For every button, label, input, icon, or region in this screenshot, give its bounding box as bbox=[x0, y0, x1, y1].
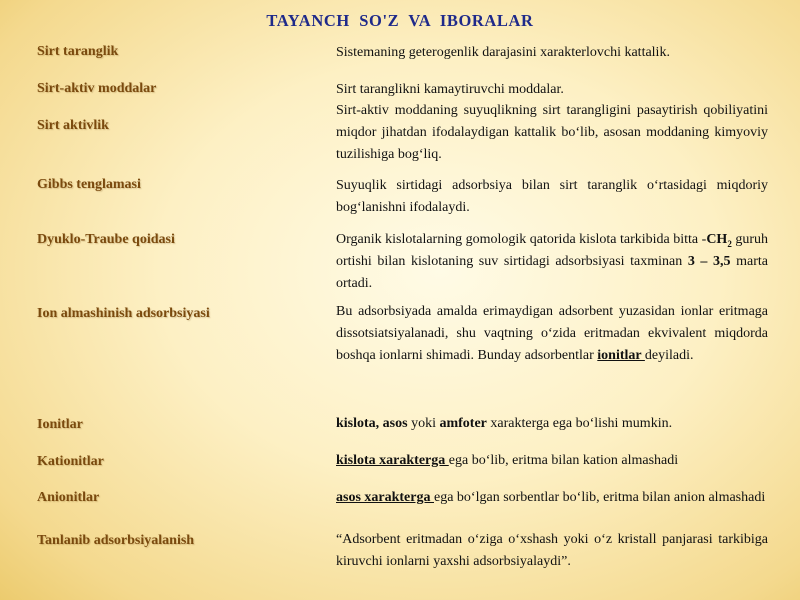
def-dyuklo-traube bbox=[336, 229, 768, 295]
term-tanlanib-adsorbsiyalanish: Tanlanib adsorbsiyalanish bbox=[37, 533, 195, 548]
def-ion-almashinish bbox=[336, 301, 768, 367]
formula-ch: CH bbox=[706, 232, 728, 247]
page-title: TAYANCH SO'Z VA IBORALAR bbox=[266, 11, 534, 30]
term-sirt-aktiv-moddalar: Sirt-aktiv moddalar bbox=[37, 81, 157, 96]
def-text: guruh ortishi bilan kislotaning suv sirtidagi adsorbsiyasi taxminan bbox=[336, 232, 768, 269]
term-anionitlar: Anionitlar bbox=[37, 490, 100, 505]
def-sirt-aktiv-moddalar: Sirt taranglikni kamaytiruvchi moddalar. bbox=[336, 82, 564, 97]
asos-xarakterga-bold: asos xarakterga bbox=[336, 490, 434, 505]
def-kationitlar bbox=[336, 450, 768, 472]
def-tanlanib-adsorbsiyalanish: “Adsorbent eritmadan o‘ziga o‘xshash yoki o‘z kristall panjarasi tarkibiga kiruvchi ionlarni yaxshi adsorbsiyalaydi”. bbox=[336, 532, 768, 569]
def-sirt-taranglik: Sistemaning geterogenlik darajasini xarakterlovchi kattalik. bbox=[336, 45, 670, 60]
ionitlar-highlight: ionitlar bbox=[597, 348, 645, 363]
kislota-asos-bold: kislota, asos bbox=[336, 416, 408, 431]
def-text: ega bo‘lgan sorbentlar bo‘lib, eritma bilan anion almashadi bbox=[434, 490, 766, 505]
def-text: xarakterga ega bo‘lishi mumkin. bbox=[486, 416, 673, 431]
def-text: deyiladi. bbox=[644, 348, 694, 363]
def-text: marta ortadi. bbox=[336, 254, 768, 291]
amfoter-bold: amfoter bbox=[439, 416, 487, 431]
def-text: Organik kislotalarning gomologik qatorida kislota tarkibida bitta - bbox=[336, 232, 707, 247]
def-sirt-aktivlik: Sirt-aktiv moddaning suyuqlikning sirt tarangligini pasaytirish qobiliyatini miqdor jihatdan ifodalaydigan kattalik bo‘lib, asosan moddaning kimyoviy tuzilishiga bog‘liq. bbox=[336, 103, 768, 162]
term-sirt-aktivlik: Sirt aktivlik bbox=[37, 118, 109, 133]
def-text: yoki bbox=[407, 416, 440, 431]
term-sirt-taranglik: Sirt taranglik bbox=[37, 44, 119, 59]
term-ionitlar: Ionitlar bbox=[37, 417, 83, 432]
def-text: ega bo‘lib, eritma bilan kation almashadi bbox=[448, 453, 679, 468]
term-gibbs-tenglamasi: Gibbs tenglamasi bbox=[37, 177, 141, 192]
def-gibbs-tenglamasi: Suyuqlik sirtidagi adsorbsiya bilan sirt taranglik o‘rtasidagi miqdoriy bog‘lanishni ifodalaydi. bbox=[336, 178, 768, 215]
ratio-value: 3 – 3,5 bbox=[687, 254, 731, 269]
term-dyuklo-traube: Dyuklo-Traube qoidasi bbox=[37, 232, 175, 247]
def-anionitlar bbox=[336, 487, 768, 509]
kislota-xarakterga-bold: kislota xarakterga bbox=[336, 453, 449, 468]
def-ionitlar bbox=[336, 413, 768, 435]
term-kationitlar: Kationitlar bbox=[37, 454, 104, 469]
term-ion-almashinish: Ion almashinish adsorbsiyasi bbox=[37, 306, 210, 321]
formula-subscript: 2 bbox=[727, 238, 732, 249]
def-text: Bu adsorbsiyada amalda erimaydigan adsorbent yuzasidan ionlar eritmaga dissotsiatsiyalanadi, shu vaqtning o‘zida eritmadan ekvivalent miqdorda boshqa ionlarni shimadi. Bunday adsorbentlar bbox=[336, 304, 768, 363]
